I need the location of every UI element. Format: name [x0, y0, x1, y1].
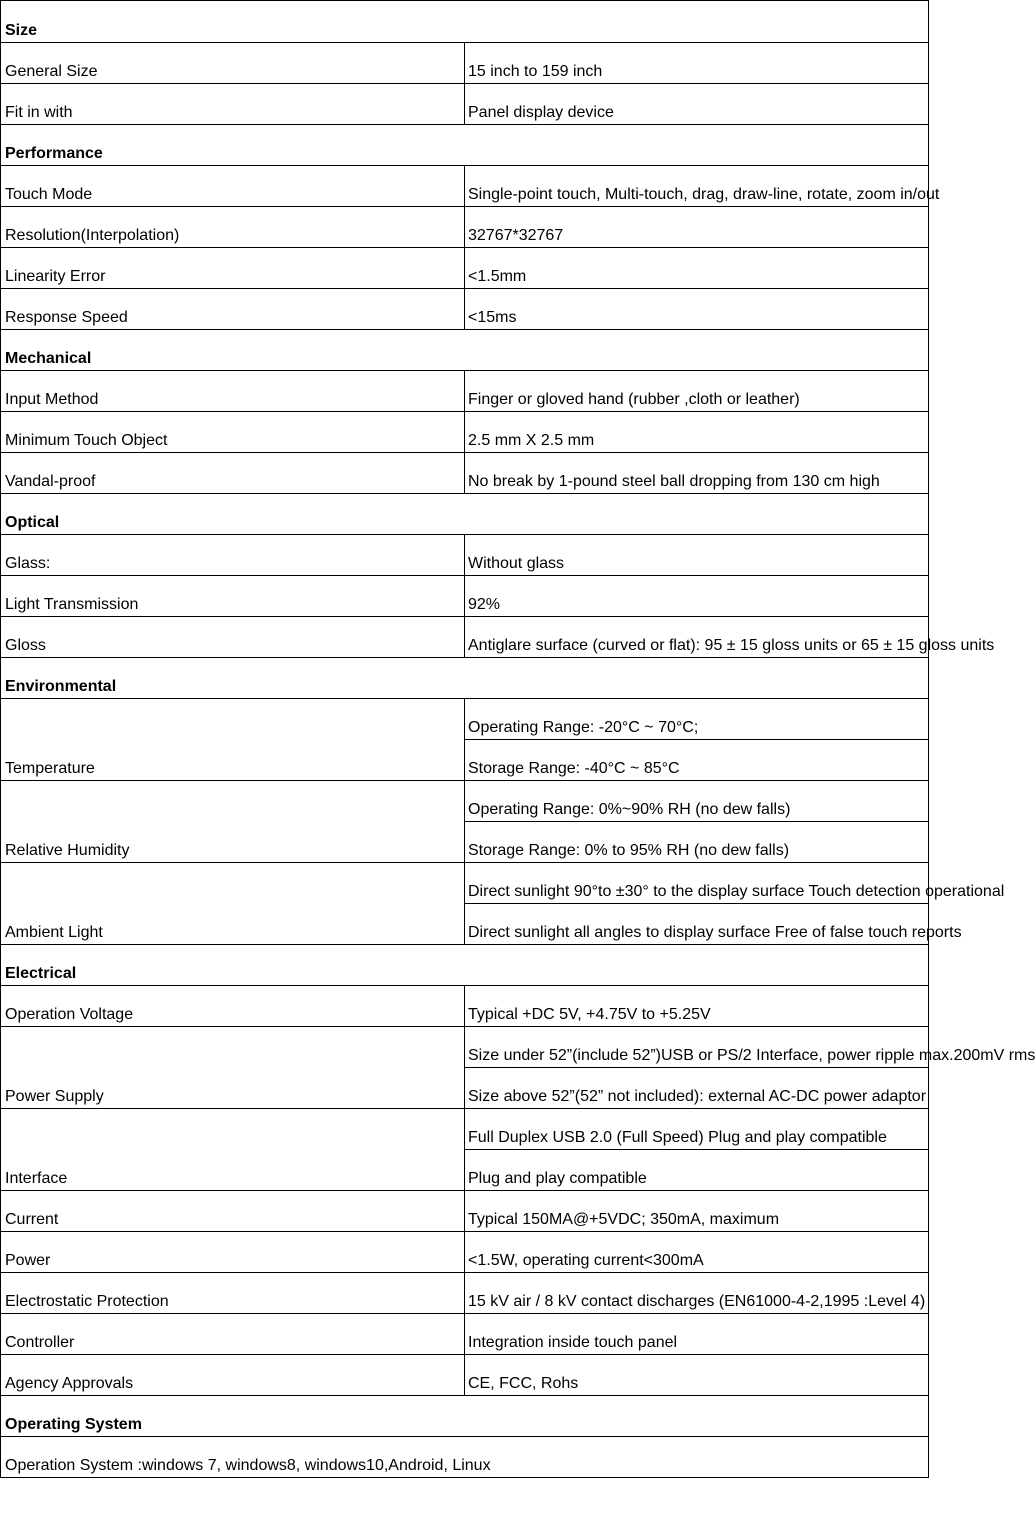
spec-value: Typical +DC 5V, +4.75V to +5.25V: [465, 986, 929, 1027]
spec-value: 92%: [465, 576, 929, 617]
spec-row: [1, 1027, 929, 1068]
spec-label: Glass:: [1, 535, 465, 576]
spec-row: [1, 617, 929, 658]
spec-label: Linearity Error: [1, 248, 465, 289]
spec-value: Antiglare surface (curved or flat): 95 ± 15 gloss units or 65 ± 15 gloss units: [465, 617, 929, 658]
section-title: Electrical: [1, 945, 929, 986]
spec-label: Resolution(Interpolation): [1, 207, 465, 248]
spec-value: No break by 1-pound steel ball dropping from 130 cm high: [465, 453, 929, 494]
spec-row: [1, 248, 929, 289]
section-header-row: [1, 945, 929, 986]
spec-value: Typical 150MA@+5VDC; 350mA, maximum: [465, 1191, 929, 1232]
spec-value: <15ms: [465, 289, 929, 330]
spec-label: Electrostatic Protection: [1, 1273, 465, 1314]
spec-value: Operating Range: -20°C ~ 70°C;: [465, 699, 929, 740]
section-header-row: [1, 330, 929, 371]
section-title: Mechanical: [1, 330, 929, 371]
spec-row: [1, 1355, 929, 1396]
spec-value: Plug and play compatible: [465, 1150, 929, 1191]
section-header-row: [1, 125, 929, 166]
spec-row: [1, 412, 929, 453]
spec-row: [1, 1273, 929, 1314]
spec-row: [1, 1109, 929, 1150]
spec-value: <1.5W, operating current<300mA: [465, 1232, 929, 1273]
spec-row: [1, 166, 929, 207]
section-header-row: [1, 1396, 929, 1437]
section-title: Performance: [1, 125, 929, 166]
spec-label: Ambient Light: [1, 863, 465, 945]
spec-value: 15 inch to 159 inch: [465, 43, 929, 84]
spec-row: [1, 371, 929, 412]
spec-label: Power Supply: [1, 1027, 465, 1109]
spec-value: Operating Range: 0%~90% RH (no dew falls): [465, 781, 929, 822]
spec-row: [1, 576, 929, 617]
spec-value: Integration inside touch panel: [465, 1314, 929, 1355]
spec-label: Vandal-proof: [1, 453, 465, 494]
spec-value: Direct sunlight all angles to display surface Free of false touch reports: [465, 904, 929, 945]
spec-label: Relative Humidity: [1, 781, 465, 863]
spec-label: Fit in with: [1, 84, 465, 125]
spec-value: Without glass: [465, 535, 929, 576]
spec-label: Current: [1, 1191, 465, 1232]
section-header-row: [1, 494, 929, 535]
spec-value: <1.5mm: [465, 248, 929, 289]
spec-row: [1, 453, 929, 494]
spec-label: Operation Voltage: [1, 986, 465, 1027]
spec-value: 32767*32767: [465, 207, 929, 248]
spec-table-body: [1, 1, 1035, 1478]
spec-label: Agency Approvals: [1, 1355, 465, 1396]
spec-value: Direct sunlight 90°to ±30° to the display surface Touch detection operational: [465, 863, 929, 904]
spec-label: Interface: [1, 1109, 465, 1191]
spec-row: [1, 1232, 929, 1273]
spec-row: [1, 699, 929, 740]
section-title: Operating System: [1, 1396, 929, 1437]
spec-label: Temperature: [1, 699, 465, 781]
spec-label: Minimum Touch Object: [1, 412, 465, 453]
spec-label: Controller: [1, 1314, 465, 1355]
spec-label: General Size: [1, 43, 465, 84]
spec-row: [1, 289, 929, 330]
spec-value: Storage Range: 0% to 95% RH (no dew falls): [465, 822, 929, 863]
spec-value: Size under 52”(include 52”)USB or PS/2 Interface, power ripple max.200mV rms: [465, 1027, 929, 1068]
spec-row: [1, 863, 929, 904]
spec-label: Gloss: [1, 617, 465, 658]
spec-row: [1, 1314, 929, 1355]
spec-full-width-value: Operation System :windows 7, windows8, windows10,Android, Linux: [1, 1437, 929, 1478]
spec-label: Power: [1, 1232, 465, 1273]
section-header-row: [1, 658, 929, 699]
spec-row: [1, 535, 929, 576]
spec-row: [1, 1191, 929, 1232]
spec-row: [1, 781, 929, 822]
spec-value: Full Duplex USB 2.0 (Full Speed) Plug and play compatible: [465, 1109, 929, 1150]
spec-value: CE, FCC, Rohs: [465, 1355, 929, 1396]
spec-value: Single-point touch, Multi-touch, drag, draw-line, rotate, zoom in/out: [465, 166, 929, 207]
spec-row: [1, 1437, 929, 1478]
spec-row: [1, 43, 929, 84]
section-title: Size: [1, 1, 929, 43]
spec-label: Touch Mode: [1, 166, 465, 207]
spec-label: Input Method: [1, 371, 465, 412]
section-title: Environmental: [1, 658, 929, 699]
spec-value: Panel display device: [465, 84, 929, 125]
spec-label: Light Transmission: [1, 576, 465, 617]
section-header-row: [1, 1, 929, 43]
spec-value: 15 kV air / 8 kV contact discharges (EN61000-4-2,1995 :Level 4): [465, 1273, 929, 1314]
spec-value: Finger or gloved hand (rubber ,cloth or leather): [465, 371, 929, 412]
spec-value: Storage Range: -40°C ~ 85°C: [465, 740, 929, 781]
spec-label: Response Speed: [1, 289, 465, 330]
spec-row: [1, 207, 929, 248]
spec-row: [1, 84, 929, 125]
spec-value: Size above 52”(52” not included): external AC-DC power adaptor: [465, 1068, 929, 1109]
spec-row: [1, 986, 929, 1027]
spec-value: 2.5 mm X 2.5 mm: [465, 412, 929, 453]
section-title: Optical: [1, 494, 929, 535]
